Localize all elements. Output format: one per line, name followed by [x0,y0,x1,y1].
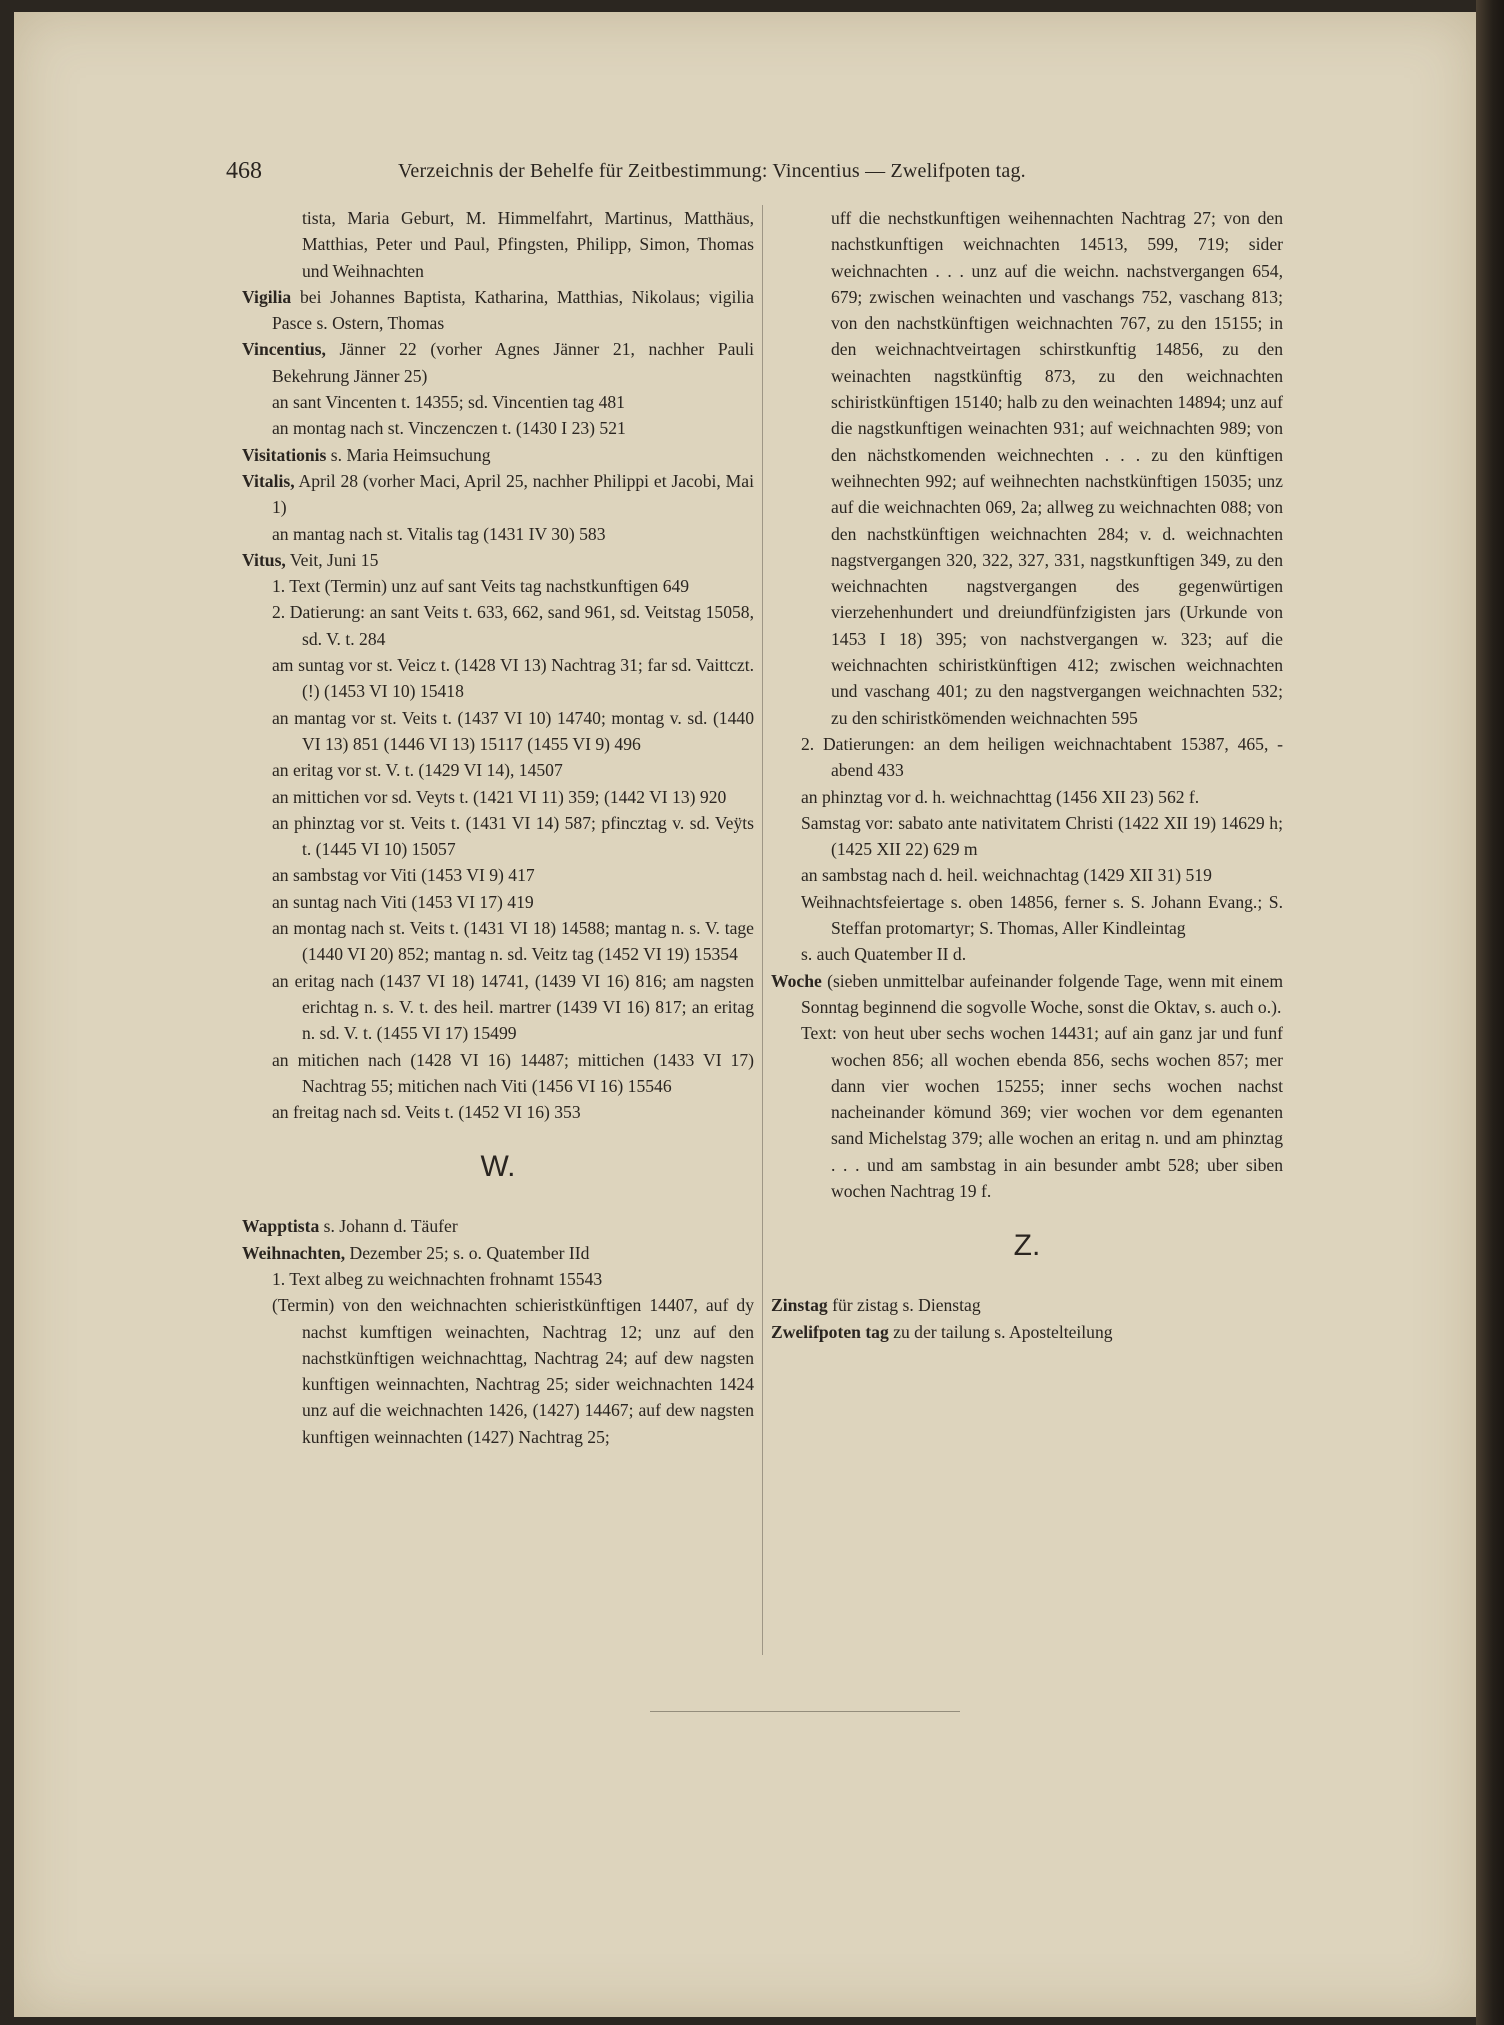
index-subentry [242,889,754,915]
index-subentry [771,205,1283,731]
page-number: 468 [226,158,262,184]
index-entry [242,1213,754,1239]
index-subentry [242,652,754,705]
entry-text: 2. Datierung: an sant Veits t. 633, 662, sand 961, sd. Veitstag 15058, sd. V. t. 284 [272,602,754,649]
index-subentry [771,941,1283,967]
index-subentry [771,731,1283,784]
entry-headword: Vigilia [242,286,292,307]
index-entry [242,547,754,573]
entry-text: für zistag s. Dienstag [827,1295,981,1316]
entry-text: an sambstag nach d. heil. weichnachtag (1429 XII 31) 519 [801,865,1212,886]
index-subentry [242,757,754,783]
entry-headword: Vitalis, [242,470,295,491]
entry-text: an mantag nach st. Vitalis tag (1431 IV 30) 583 [272,523,606,544]
index-entry [242,284,754,337]
index-entry [771,1319,1283,1345]
entry-text: an eritag nach (1437 VI 18) 14741, (1439 VI 16) 816; am nagsten erichtag n. s. V. t. des heil. martrer (1439 VI 16) 817; an eritag n. sd. V. t. (1455 VI 17) 15499 [272,970,754,1044]
entry-text: 1. Text albeg zu weichnachten frohnamt 15543 [272,1268,603,1289]
index-subentry [242,784,754,810]
entry-text: an freitag nach sd. Veits t. (1452 VI 16) 353 [272,1102,581,1123]
entry-headword: Woche [771,970,822,991]
index-entry [242,336,754,389]
entry-text: Jänner 22 (vorher Agnes Jänner 21, nachher Pauli Bekehrung Jänner 25) [272,339,754,386]
entry-headword: Zwelifpoten tag [771,1321,889,1342]
index-subentry [242,389,754,415]
index-subentry [242,968,754,1047]
entry-text: an mittichen vor sd. Veyts t. (1421 VI 11) 359; (1442 VI 13) 920 [272,786,727,807]
column-divider [762,205,763,1655]
index-entry [242,442,754,468]
index-entry [771,968,1283,1021]
header-title: Verzeichnis der Behelfe für Zeitbestimmung: Vincentius — Zwelifpoten tag. [398,160,1026,182]
book-fold [1476,0,1504,2025]
entry-text: Veit, Juni 15 [285,549,379,570]
index-subentry [242,521,754,547]
index-subentry [771,862,1283,888]
entry-text: tista, Maria Geburt, M. Himmelfahrt, Martinus, Matthäus, Matthias, Peter und Paul, Pfingsten, Philipp, Simon, Thomas und Weihnachten [302,208,754,281]
index-subentry [242,205,754,284]
entry-text: (sieben unmittelbar aufeinander folgende Tage, wenn mit einem Sonntag beginnend die sogvolle Woche, sonst die Oktav, s. auch o.). [801,970,1283,1017]
entry-headword: Zinstag [771,1295,828,1316]
index-subentry [242,599,754,652]
entry-headword: Weihnachten, [242,1242,346,1263]
entry-text: zu der tailung s. Apostelteilung [888,1321,1113,1342]
entry-text: s. auch Quatember II d. [801,944,967,965]
entry-text: an montag nach st. Veits t. (1431 VI 18) 14588; mantag n. s. V. tage (1440 VI 20) 852; mantag n. sd. Veitz tag (1452 VI 19) 15354 [272,918,754,965]
entry-text: an eritag vor st. V. t. (1429 VI 14), 14507 [272,760,563,781]
entry-text: an suntag nach Viti (1453 VI 17) 419 [272,891,534,912]
entry-text: s. Maria Heimsuchung [326,444,491,465]
index-subentry [242,1099,754,1125]
entry-text: 2. Datierungen: an dem heiligen weichnachtabent 15387, 465, -abend 433 [801,733,1283,781]
index-subentry [242,573,754,599]
entry-headword: Vincentius, [242,339,326,360]
entry-text: an phinztag vor d. h. weichnachttag (1456 XII 23) 562 f. [801,786,1200,807]
entry-text: Text: von heut uber sechs wochen 14431; auf ain ganz jar und funf wochen 856; all wochen ebenda 856, sechs wochen 857; mer dann vier wochen 15255; inner sechs wochen nachst nacheinander kömund 369; vier wochen vor dem egenanten sand Michelstag 379; alle wochen an eritag n. und am phinztag . . . und am sambstag in ain besunder ambt 528; uber siben wochen Nachtrag 19 f. [801,1023,1283,1201]
entry-headword: Vitus, [242,549,286,570]
index-subentry [242,1266,754,1292]
index-entry [771,1292,1283,1318]
entry-text: an sant Vincenten t. 14355; sd. Vincentien tag 481 [272,392,625,413]
right-column [771,205,1283,1345]
entry-text: Weihnachtsfeiertage s. oben 14856, ferner s. S. Johann Evang.; S. Steffan protomartyr; S. Thomas, Aller Kindleintag [801,891,1283,939]
index-subentry [242,915,754,968]
index-subentry [242,810,754,863]
index-subentry [771,1020,1283,1204]
entry-headword: Visitationis [242,444,327,465]
entry-text: an mitichen nach (1428 VI 16) 14487; mittichen (1433 VI 17) Nachtrag 55; mitichen nach Viti (1456 VI 16) 15546 [272,1049,754,1096]
entry-text: (Termin) von den weichnachten schieristkünftigen 14407, auf dy nachst kumftigen weinachten, Nachtrag 12; unz auf den nachstkünftigen weichnachttag, Nachtrag 24; auf dew nagsten kunftigen weinnachten, Nachtrag 25; sider weichnachten 1424 unz auf die weichnachten 1426, (1427) 14467; auf dew nagsten kunftigen weinnachten (1427) Nachtrag 25; [272,1295,754,1447]
index-subentry [771,810,1283,863]
entry-text: am suntag vor st. Veicz t. (1428 VI 13) Nachtrag 31; far sd. Vaittczt. (!) (1453 VI 10) 15418 [272,655,754,702]
entry-text: Dezember 25; s. o. Quatember IId [345,1242,590,1263]
index-subentry [242,415,754,441]
index-subentry [771,784,1283,810]
section-letter: Z. [1013,1229,1041,1263]
index-entry [242,1240,754,1266]
entry-text: an mantag vor st. Veits t. (1437 VI 10) 14740; montag v. sd. (1440 VI 13) 851 (1446 VI 13) 15117 (1455 VI 9) 496 [272,707,754,754]
entry-text: April 28 (vorher Maci, April 25, nachher Philippi et Jacobi, Mai 1) [272,470,754,518]
bottom-rule [650,1711,960,1712]
section-letter: W. [480,1150,516,1184]
entry-text: s. Johann d. Täufer [319,1216,458,1237]
index-subentry [242,1292,754,1450]
entry-text: an sambstag vor Viti (1453 VI 9) 417 [272,865,535,886]
index-subentry [771,889,1283,942]
index-entry [242,468,754,521]
left-column [242,205,754,1450]
entry-headword: Wapptista [242,1216,320,1237]
entry-text: an montag nach st. Vinczenczen t. (1430 I 23) 521 [272,418,626,439]
entry-text: bei Johannes Baptista, Katharina, Matthias, Nikolaus; vigilia Pasce s. Ostern, Thomas [272,286,754,334]
entry-text: Samstag vor: sabato ante nativitatem Christi (1422 XII 19) 14629 h; (1425 XII 22) 629 m [801,812,1283,860]
index-subentry [242,862,754,888]
entry-text: 1. Text (Termin) unz auf sant Veits tag nachstkunftigen 649 [272,576,690,597]
index-subentry [242,705,754,758]
entry-text: an phinztag vor st. Veits t. (1431 VI 14) 587; pfincztag v. sd. Veÿts t. (1445 VI 10) 15057 [272,812,754,860]
index-subentry [242,1047,754,1100]
entry-text: uff die nechstkunftigen weihennachten Nachtrag 27; von den nachstkunftigen weichnachten 14513, 599, 719; sider weichnachten . . . unz auf die weichn. nachstvergangen 654, 679; zwischen weinachten und vaschangs 752, vaschang 813; von den nachstkünftigen weichnachten 767, zu den 15155; in den weichnachtveirtagen schirstkunftig 14856, zu den weinachten nagstkünftig 873, zu den weichnachten schiristkünftigen 15140; halb zu den weinachten 14894; unz auf die nagstkunftigen weinachten 931; auf weichnachten 989; von den nächstkomenden weichnechten . . . zu den künftigen weihnechten 992; auf weihnechten nachstkünftigen 15035; unz auf die weichnachten 069, 2a; allweg zu weichnachten 088; von den nachstkünftigen weichnachten 284; v. d. weichnachten nagstvergangen 320, 322, 327, 331, nagstkunftigen 349, zu den weichnachten nagstvergangen des gegenwürtigen vierzehenhundert und dreiundfünfzigisten jars (Urkunde von 1453 I 18) 395; von nachstvergangen w. 323; auf die weichnachten schiristkünftigen 412; zwischen weichnachten und vaschang 401; zu den nagstvergangen weichnachten 532; zu den schiristkömenden weichnachten 595 [831,208,1283,728]
